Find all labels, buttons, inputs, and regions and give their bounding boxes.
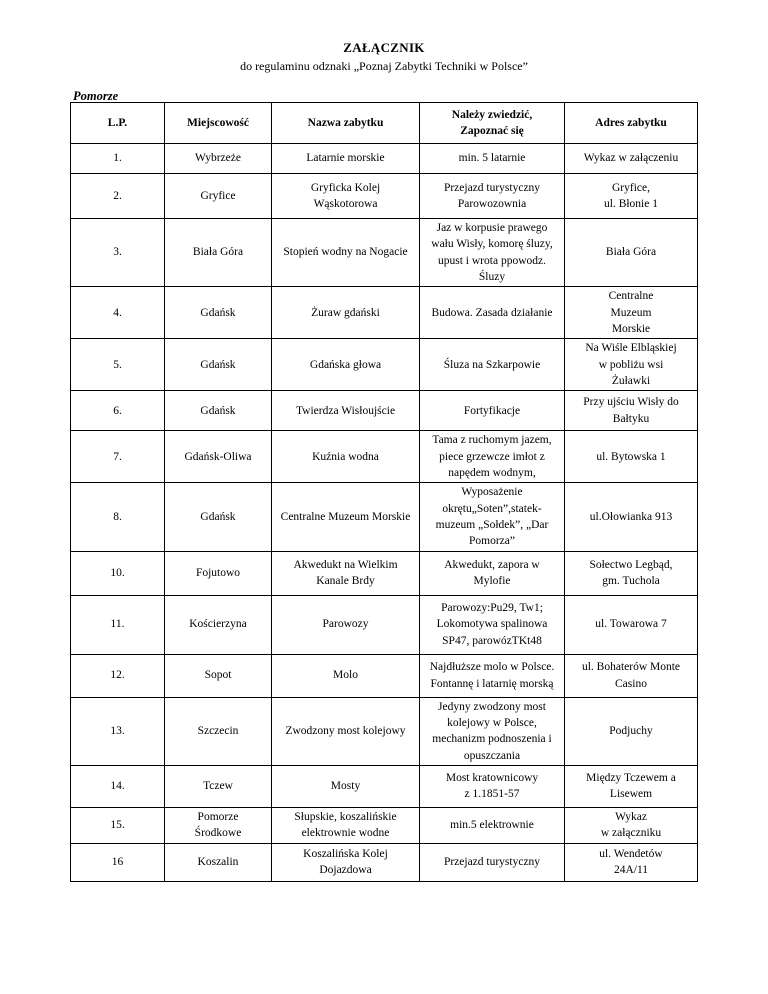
row-number-cell: 3. (71, 219, 165, 287)
row-locality-cell: Gdańsk (165, 483, 272, 551)
row-to-visit-cell: Najdłuższe molo w Polsce. Fontannę i latarnię morską (420, 654, 565, 697)
row-to-visit-cell: Jedyny zwodzony most kolejowy w Polsce, mechanizm podnoszenia i opuszczania (420, 697, 565, 765)
row-locality-cell: Szczecin (165, 697, 272, 765)
row-to-visit-cell: Parowozy:Pu29, Tw1; Lokomotywa spalinowa SP47, parowózTKt48 (420, 595, 565, 654)
row-to-visit-cell: min. 5 latarnie (420, 144, 565, 174)
row-number-cell: 16 (71, 843, 165, 881)
region-heading: Pomorze (73, 89, 119, 103)
table-row (71, 391, 698, 431)
table-row (71, 144, 698, 174)
row-to-visit-cell: Fortyfikacje (420, 391, 565, 431)
row-monument-name-cell: Molo (272, 654, 420, 697)
row-locality-cell: Koszalin (165, 843, 272, 881)
row-to-visit-cell: Akwedukt, zapora w Mylofie (420, 551, 565, 595)
row-locality-cell: Gdańsk-Oliwa (165, 431, 272, 483)
row-to-visit-cell: Budowa. Zasada działanie (420, 287, 565, 339)
row-address-cell: ul. Bohaterów Monte Casino (565, 654, 698, 697)
row-locality-cell: Pomorze Środkowe (165, 807, 272, 843)
row-number-cell: 14. (71, 765, 165, 807)
table-body (71, 144, 698, 882)
row-address-cell: Wykaz w załączniku (565, 807, 698, 843)
row-to-visit-cell: Przejazd turystyczny Parowozownia (420, 174, 565, 219)
table-header-row (71, 103, 698, 144)
row-number-cell: 13. (71, 697, 165, 765)
row-locality-cell: Gryfice (165, 174, 272, 219)
row-address-cell: Na Wiśle Elbląskiej w pobliżu wsi Żuławki (565, 339, 698, 391)
table-row (71, 807, 698, 843)
row-number-cell: 4. (71, 287, 165, 339)
row-to-visit-cell: Wyposażenie okrętu„Soten”,statek- muzeum „Sołdek”, „Dar Pomorza” (420, 483, 565, 551)
row-monument-name-cell: Latarnie morskie (272, 144, 420, 174)
row-number-cell: 2. (71, 174, 165, 219)
row-address-cell: Biała Góra (565, 219, 698, 287)
table-row (71, 697, 698, 765)
table-row (71, 595, 698, 654)
table-row (71, 765, 698, 807)
row-number-cell: 6. (71, 391, 165, 431)
header-to-visit: Należy zwiedzić, Zapoznać się (420, 103, 565, 144)
row-number-cell: 5. (71, 339, 165, 391)
row-locality-cell: Sopot (165, 654, 272, 697)
header-monument-name: Nazwa zabytku (272, 103, 420, 144)
table-row (71, 339, 698, 391)
table-row (71, 219, 698, 287)
row-address-cell: ul.Ołowianka 913 (565, 483, 698, 551)
row-address-cell: Przy ujściu Wisły do Bałtyku (565, 391, 698, 431)
row-address-cell: Gryfice, ul. Błonie 1 (565, 174, 698, 219)
row-monument-name-cell: Gdańska głowa (272, 339, 420, 391)
row-to-visit-cell: Przejazd turystyczny (420, 843, 565, 881)
row-address-cell: Centralne Muzeum Morskie (565, 287, 698, 339)
row-address-cell: ul. Bytowska 1 (565, 431, 698, 483)
row-number-cell: 10. (71, 551, 165, 595)
row-monument-name-cell: Kuźnia wodna (272, 431, 420, 483)
row-locality-cell: Kościerzyna (165, 595, 272, 654)
document-title: ZAŁĄCZNIK (343, 40, 425, 55)
monuments-table (70, 102, 698, 882)
row-number-cell: 15. (71, 807, 165, 843)
table-row (71, 431, 698, 483)
document-subtitle: do regulaminu odznaki „Poznaj Zabytki Techniki w Polsce” (240, 59, 528, 73)
table-row (71, 483, 698, 551)
row-address-cell: Między Tczewem a Lisewem (565, 765, 698, 807)
row-number-cell: 8. (71, 483, 165, 551)
row-number-cell: 11. (71, 595, 165, 654)
table-row (71, 287, 698, 339)
row-monument-name-cell: Twierdza Wisłoujście (272, 391, 420, 431)
row-monument-name-cell: Parowozy (272, 595, 420, 654)
header-locality: Miejscowość (165, 103, 272, 144)
row-to-visit-cell: Most kratownicowy z 1.1851-57 (420, 765, 565, 807)
row-monument-name-cell: Zwodzony most kolejowy (272, 697, 420, 765)
table-row (71, 551, 698, 595)
row-address-cell: Sołectwo Legbąd, gm. Tuchola (565, 551, 698, 595)
row-locality-cell: Biała Góra (165, 219, 272, 287)
row-to-visit-cell: Tama z ruchomym jazem, piece grzewcze imłot z napędem wodnym, (420, 431, 565, 483)
row-number-cell: 12. (71, 654, 165, 697)
row-monument-name-cell: Słupskie, koszalińskie elektrownie wodne (272, 807, 420, 843)
row-locality-cell: Tczew (165, 765, 272, 807)
row-monument-name-cell: Stopień wodny na Nogacie (272, 219, 420, 287)
row-monument-name-cell: Koszalińska Kolej Dojazdowa (272, 843, 420, 881)
row-locality-cell: Gdańsk (165, 287, 272, 339)
row-locality-cell: Fojutowo (165, 551, 272, 595)
row-address-cell: Podjuchy (565, 697, 698, 765)
table-row (71, 654, 698, 697)
row-monument-name-cell: Centralne Muzeum Morskie (272, 483, 420, 551)
header-address: Adres zabytku (565, 103, 698, 144)
row-monument-name-cell: Żuraw gdański (272, 287, 420, 339)
header-lp: L.P. (71, 103, 165, 144)
row-number-cell: 7. (71, 431, 165, 483)
row-monument-name-cell: Mosty (272, 765, 420, 807)
row-address-cell: ul. Towarowa 7 (565, 595, 698, 654)
row-address-cell: ul. Wendetów 24A/11 (565, 843, 698, 881)
row-locality-cell: Gdańsk (165, 339, 272, 391)
row-to-visit-cell: Śluza na Szkarpowie (420, 339, 565, 391)
table-row (71, 843, 698, 881)
row-monument-name-cell: Akwedukt na Wielkim Kanale Brdy (272, 551, 420, 595)
row-locality-cell: Wybrzeże (165, 144, 272, 174)
row-number-cell: 1. (71, 144, 165, 174)
row-locality-cell: Gdańsk (165, 391, 272, 431)
row-address-cell: Wykaz w załączeniu (565, 144, 698, 174)
table-row (71, 174, 698, 219)
row-to-visit-cell: min.5 elektrownie (420, 807, 565, 843)
row-to-visit-cell: Jaz w korpusie prawego wału Wisły, komorę śluzy, upust i wrota ppowodz. Śluzy (420, 219, 565, 287)
row-monument-name-cell: Gryficka Kolej Wąskotorowa (272, 174, 420, 219)
